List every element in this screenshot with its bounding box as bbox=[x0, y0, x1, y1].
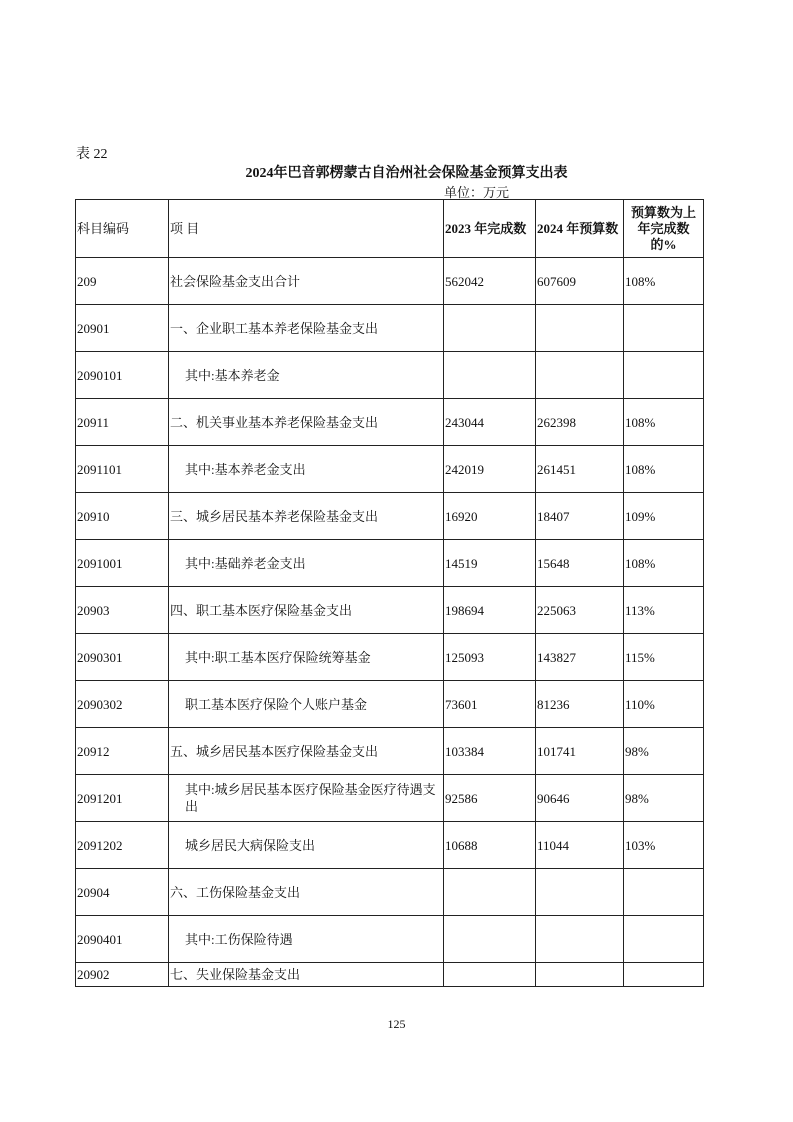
cell-2024 bbox=[536, 916, 624, 963]
cell-pct: 98% bbox=[624, 728, 704, 775]
cell-2023 bbox=[444, 869, 536, 916]
cell-item: 其中:工伤保险待遇 bbox=[169, 916, 444, 963]
cell-2024: 143827 bbox=[536, 634, 624, 681]
cell-item: 社会保险基金支出合计 bbox=[169, 258, 444, 305]
cell-item: 其中:基本养老金支出 bbox=[169, 446, 444, 493]
table-number: 表 22 bbox=[76, 147, 108, 162]
cell-item: 五、城乡居民基本医疗保险基金支出 bbox=[169, 728, 444, 775]
cell-2023 bbox=[444, 963, 536, 987]
cell-pct: 109% bbox=[624, 493, 704, 540]
header-pct: 预算数为上年完成数的% bbox=[624, 200, 704, 258]
cell-2023 bbox=[444, 352, 536, 399]
header-item: 项 目 bbox=[169, 200, 444, 258]
cell-code: 20910 bbox=[76, 493, 169, 540]
table-row bbox=[76, 493, 704, 540]
cell-item: 其中:职工基本医疗保险统筹基金 bbox=[169, 634, 444, 681]
cell-pct: 103% bbox=[624, 822, 704, 869]
cell-item: 其中:城乡居民基本医疗保险基金医疗待遇支出 bbox=[169, 775, 444, 822]
table-row bbox=[76, 775, 704, 822]
cell-pct: 110% bbox=[624, 681, 704, 728]
header-2023: 2023 年完成数 bbox=[444, 200, 536, 258]
cell-code: 2091202 bbox=[76, 822, 169, 869]
cell-2024: 261451 bbox=[536, 446, 624, 493]
cell-item: 一、企业职工基本养老保险基金支出 bbox=[169, 305, 444, 352]
cell-pct bbox=[624, 963, 704, 987]
cell-2023: 73601 bbox=[444, 681, 536, 728]
cell-2024: 90646 bbox=[536, 775, 624, 822]
cell-2023 bbox=[444, 916, 536, 963]
cell-pct: 115% bbox=[624, 634, 704, 681]
table-row bbox=[76, 681, 704, 728]
page-title: 2024年巴音郭楞蒙古自治州社会保险基金预算支出表 bbox=[245, 166, 568, 181]
cell-code: 2090101 bbox=[76, 352, 169, 399]
table-row bbox=[76, 869, 704, 916]
cell-code: 20901 bbox=[76, 305, 169, 352]
cell-2023: 125093 bbox=[444, 634, 536, 681]
cell-2023: 92586 bbox=[444, 775, 536, 822]
header-code: 科目编码 bbox=[76, 200, 169, 258]
cell-2024 bbox=[536, 963, 624, 987]
page-number: 125 bbox=[387, 1017, 406, 1031]
cell-code: 20912 bbox=[76, 728, 169, 775]
cell-item: 其中:基本养老金 bbox=[169, 352, 444, 399]
table-row bbox=[76, 822, 704, 869]
cell-pct bbox=[624, 916, 704, 963]
cell-item: 七、失业保险基金支出 bbox=[169, 963, 444, 987]
cell-code: 2090301 bbox=[76, 634, 169, 681]
cell-code: 2091001 bbox=[76, 540, 169, 587]
table-row bbox=[76, 634, 704, 681]
table-header-row bbox=[76, 200, 704, 258]
cell-pct: 108% bbox=[624, 446, 704, 493]
cell-pct bbox=[624, 869, 704, 916]
unit-label: 单位：万元 bbox=[444, 185, 510, 200]
cell-pct: 98% bbox=[624, 775, 704, 822]
cell-code: 2091201 bbox=[76, 775, 169, 822]
cell-item: 二、机关事业基本养老保险基金支出 bbox=[169, 399, 444, 446]
table-row bbox=[76, 352, 704, 399]
cell-pct: 108% bbox=[624, 399, 704, 446]
table-row bbox=[76, 258, 704, 305]
cell-pct bbox=[624, 305, 704, 352]
cell-2024: 225063 bbox=[536, 587, 624, 634]
cell-item: 职工基本医疗保险个人账户基金 bbox=[169, 681, 444, 728]
cell-code: 20902 bbox=[76, 963, 169, 987]
cell-pct: 108% bbox=[624, 258, 704, 305]
cell-item: 六、工伤保险基金支出 bbox=[169, 869, 444, 916]
cell-2023: 10688 bbox=[444, 822, 536, 869]
header-2024: 2024 年预算数 bbox=[536, 200, 624, 258]
cell-item: 城乡居民大病保险支出 bbox=[169, 822, 444, 869]
cell-2024 bbox=[536, 305, 624, 352]
cell-item: 其中:基础养老金支出 bbox=[169, 540, 444, 587]
cell-pct bbox=[624, 352, 704, 399]
cell-code: 209 bbox=[76, 258, 169, 305]
cell-2023: 562042 bbox=[444, 258, 536, 305]
cell-pct: 108% bbox=[624, 540, 704, 587]
cell-code: 2091101 bbox=[76, 446, 169, 493]
cell-2023: 103384 bbox=[444, 728, 536, 775]
cell-code: 2090302 bbox=[76, 681, 169, 728]
table-row bbox=[76, 728, 704, 775]
table-row bbox=[76, 916, 704, 963]
cell-2024: 15648 bbox=[536, 540, 624, 587]
cell-2024 bbox=[536, 352, 624, 399]
cell-2024: 101741 bbox=[536, 728, 624, 775]
table-row bbox=[76, 963, 704, 987]
table-row bbox=[76, 587, 704, 634]
cell-2023 bbox=[444, 305, 536, 352]
cell-2023: 16920 bbox=[444, 493, 536, 540]
cell-2023: 14519 bbox=[444, 540, 536, 587]
cell-2023: 243044 bbox=[444, 399, 536, 446]
cell-2024: 18407 bbox=[536, 493, 624, 540]
cell-2024: 607609 bbox=[536, 258, 624, 305]
cell-2023: 198694 bbox=[444, 587, 536, 634]
cell-code: 20904 bbox=[76, 869, 169, 916]
cell-2023: 242019 bbox=[444, 446, 536, 493]
cell-2024: 81236 bbox=[536, 681, 624, 728]
table-row bbox=[76, 305, 704, 352]
cell-item: 三、城乡居民基本养老保险基金支出 bbox=[169, 493, 444, 540]
cell-code: 2090401 bbox=[76, 916, 169, 963]
table-row bbox=[76, 540, 704, 587]
cell-code: 20911 bbox=[76, 399, 169, 446]
table-row bbox=[76, 399, 704, 446]
budget-table bbox=[75, 199, 704, 987]
cell-code: 20903 bbox=[76, 587, 169, 634]
cell-pct: 113% bbox=[624, 587, 704, 634]
cell-2024: 262398 bbox=[536, 399, 624, 446]
cell-item: 四、职工基本医疗保险基金支出 bbox=[169, 587, 444, 634]
cell-2024: 11044 bbox=[536, 822, 624, 869]
table-row bbox=[76, 446, 704, 493]
cell-2024 bbox=[536, 869, 624, 916]
